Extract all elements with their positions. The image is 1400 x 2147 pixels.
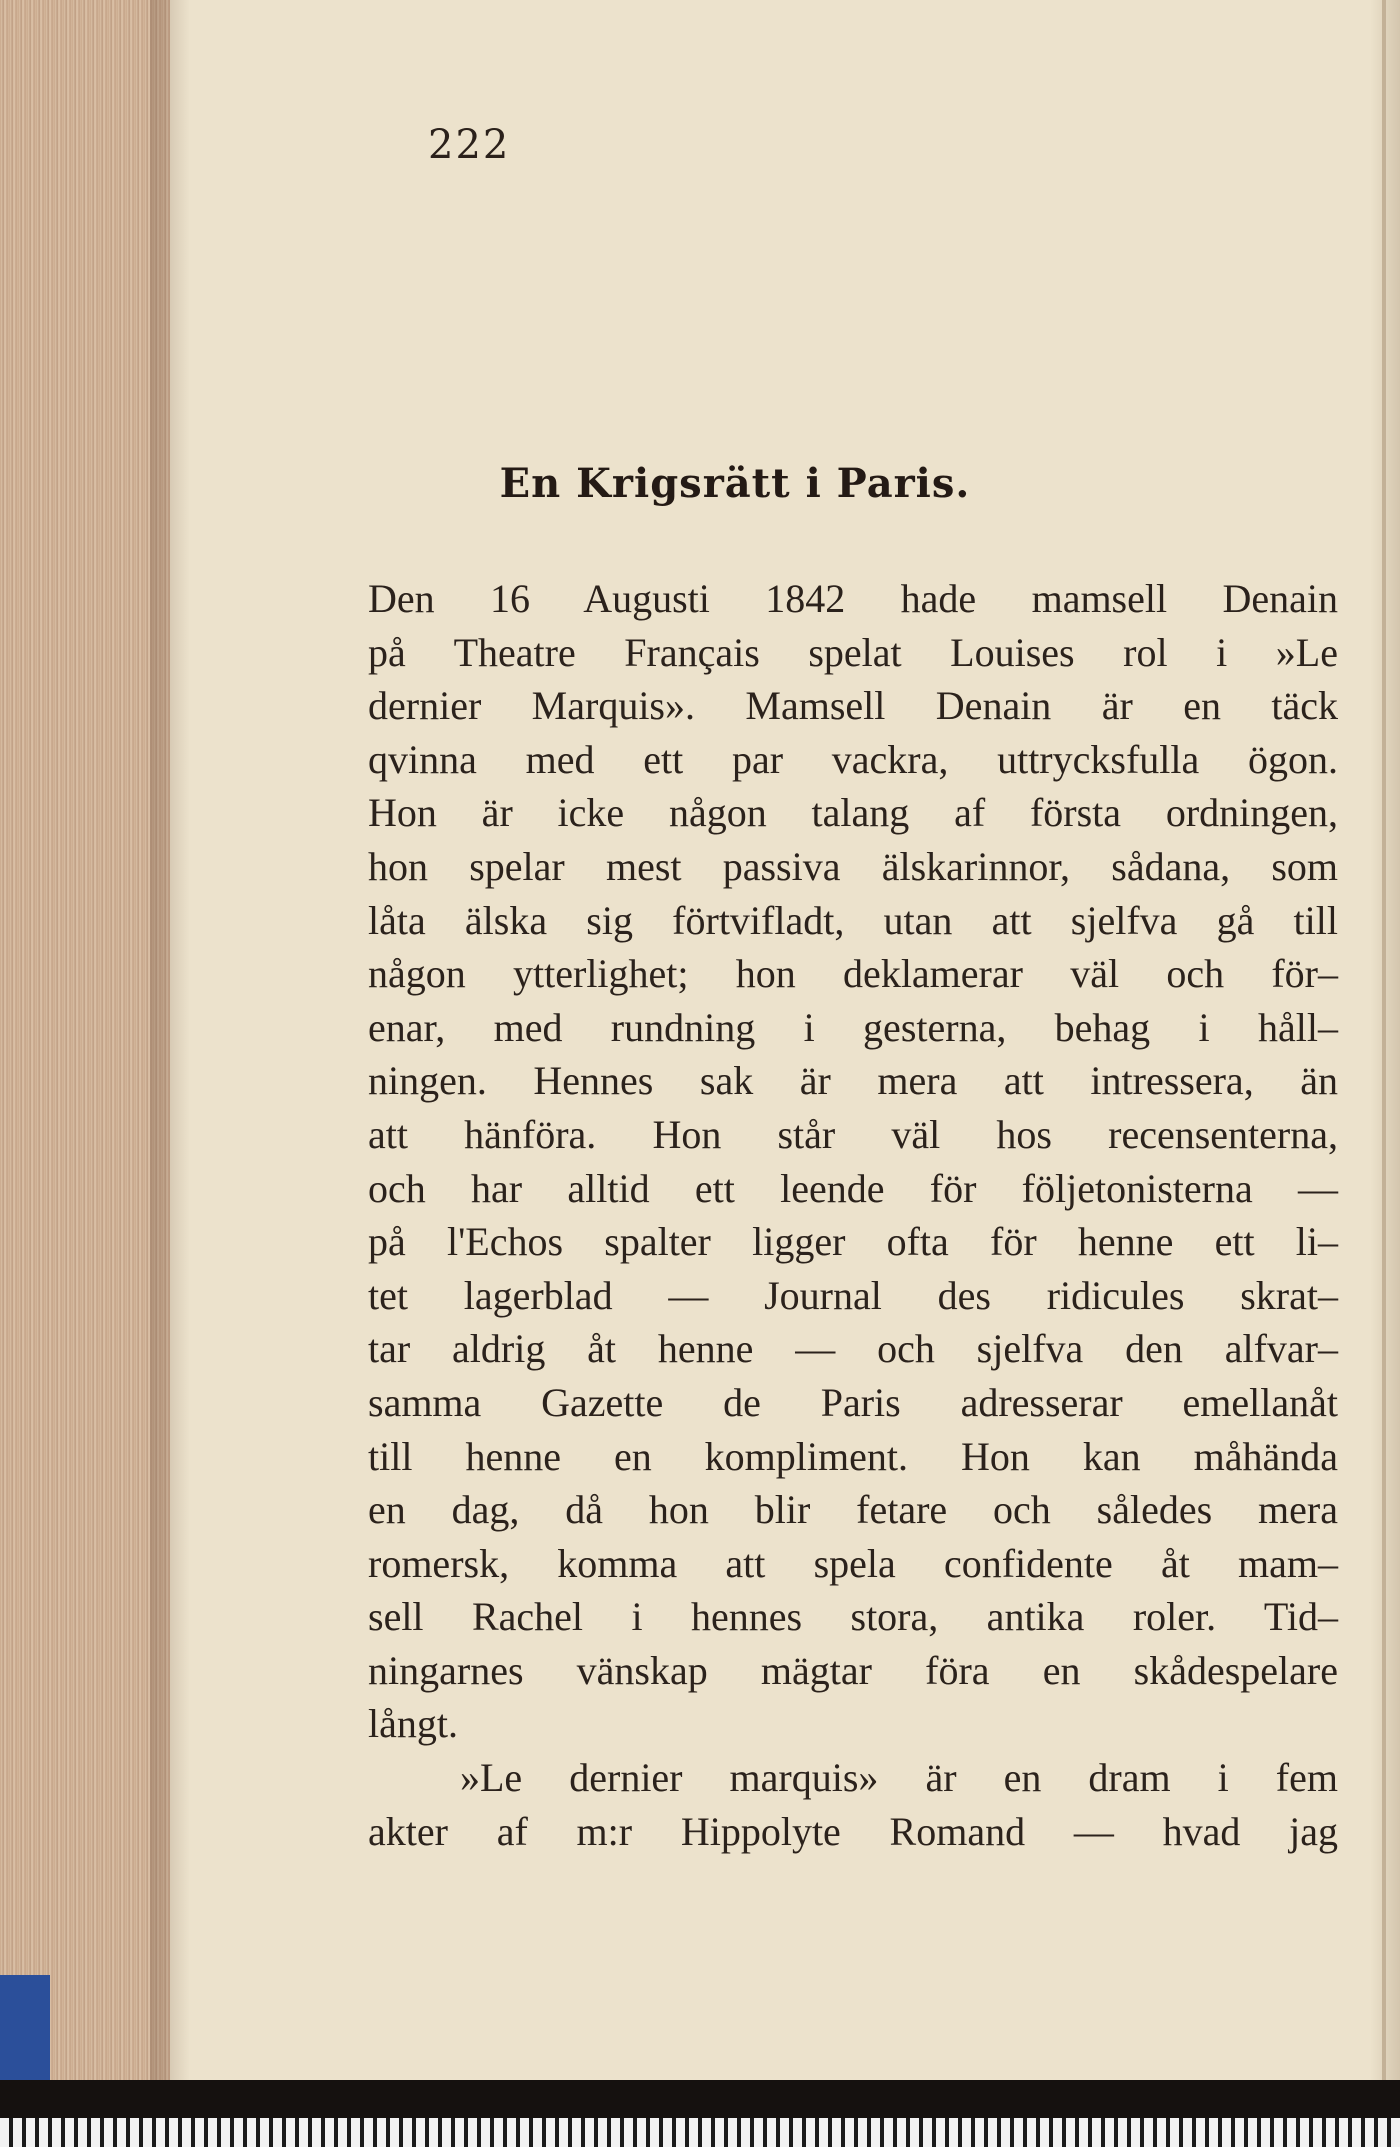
text-line: ningen. Hennes sak är mera att intressera, än bbox=[368, 1058, 1338, 1104]
text-line: och har alltid ett leende för följetonisterna — bbox=[368, 1165, 1338, 1211]
chapter-heading: En Krigsrätt i Paris. bbox=[499, 460, 971, 507]
text-line: till henne en kompliment. Hon kan måhända bbox=[368, 1433, 1338, 1479]
text-line: en dag, då hon blir fetare och således mera bbox=[368, 1487, 1338, 1533]
binding-shadow bbox=[150, 0, 190, 2080]
page-edge-right-line bbox=[1382, 0, 1386, 2080]
text-line: tet lagerblad — Journal des ridicules skrat– bbox=[368, 1272, 1338, 1318]
page-number: 222 bbox=[428, 122, 511, 168]
text-line: akter af m:r Hippolyte Romand — hvad jag bbox=[368, 1808, 1338, 1854]
scan-ruler bbox=[0, 2118, 1400, 2147]
text-line: någon ytterlighet; hon deklamerar väl och för– bbox=[368, 951, 1338, 997]
blue-cover-edge bbox=[0, 1975, 50, 2080]
body-text bbox=[368, 572, 1338, 1858]
text-line: romersk, komma att spela confidente åt mam– bbox=[368, 1540, 1338, 1586]
text-line: qvinna med ett par vackra, uttrycksfulla ögon. bbox=[368, 736, 1338, 782]
text-line: »Le dernier marquis» är en dram i fem bbox=[460, 1755, 1338, 1801]
text-line: sell Rachel i hennes stora, antika roler. Tid– bbox=[368, 1594, 1338, 1640]
text-line: på l'Echos spalter ligger ofta för henne ett li– bbox=[368, 1219, 1338, 1265]
page-edges-left bbox=[0, 0, 170, 2080]
text-line: tar aldrig åt henne — och sjelfva den alfvar– bbox=[368, 1326, 1338, 1372]
text-line: hon spelar mest passiva älskarinnor, sådana, som bbox=[368, 843, 1338, 889]
text-line: samma Gazette de Paris adresserar emellanåt bbox=[368, 1379, 1338, 1425]
text-line: enar, med rundning i gesterna, behag i håll– bbox=[368, 1004, 1338, 1050]
text-line: ningarnes vänskap mägtar föra en skådespelare bbox=[368, 1647, 1338, 1693]
text-line: dernier Marquis». Mamsell Denain är en täck bbox=[368, 683, 1338, 729]
text-line: långt. bbox=[368, 1701, 458, 1747]
text-line: att hänföra. Hon står väl hos recensenterna, bbox=[368, 1111, 1338, 1157]
text-line: Den 16 Augusti 1842 hade mamsell Denain bbox=[368, 576, 1338, 621]
text-line: låta älska sig förtvifladt, utan att sjelfva gå till bbox=[368, 897, 1338, 943]
text-line: Hon är icke någon talang af första ordningen, bbox=[368, 790, 1338, 836]
text-line: på Theatre Français spelat Louises rol i »Le bbox=[368, 629, 1338, 675]
